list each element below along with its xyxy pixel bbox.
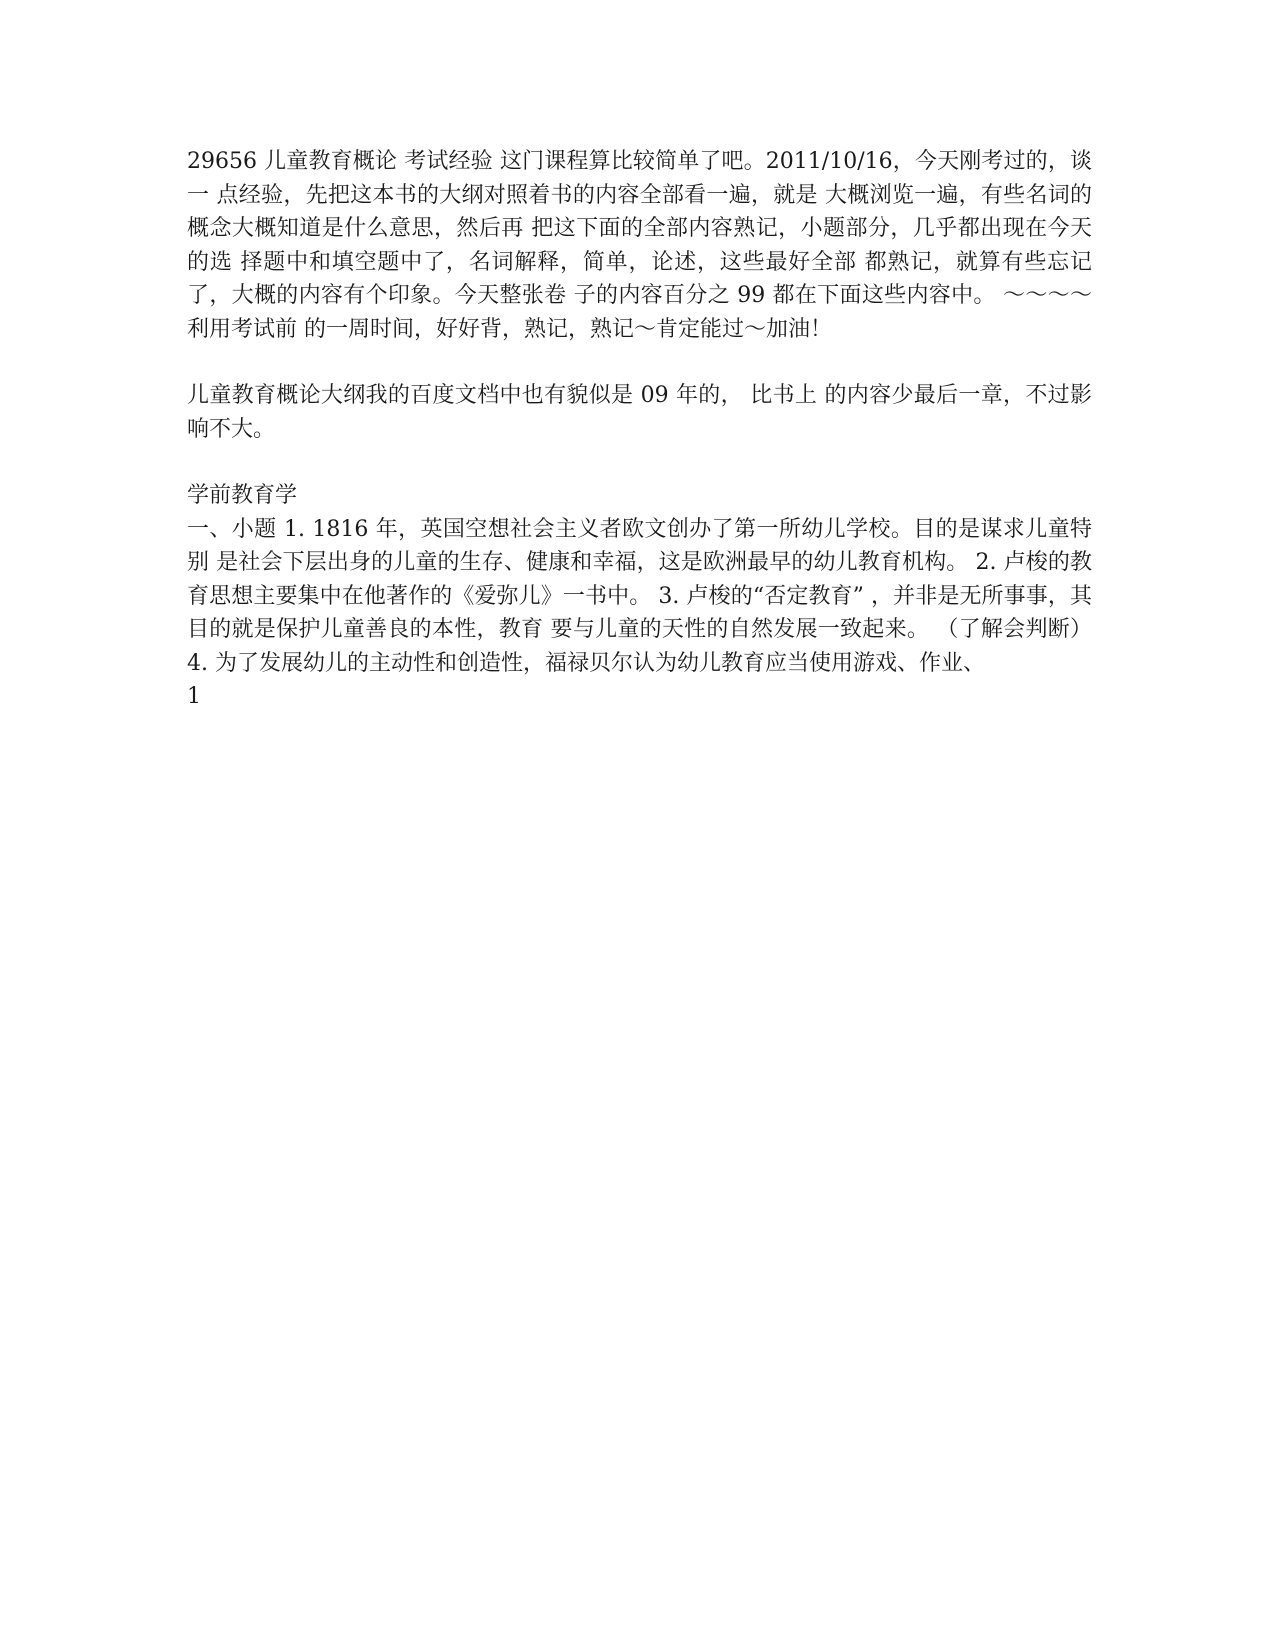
page-number: 1	[187, 684, 201, 709]
section-title: 学前教育学	[187, 483, 298, 508]
document-page	[187, 145, 1092, 714]
syllabus-note-paragraph: 儿童教育概论大纲我的百度文档中也有貌似是 09 年的， 比书上 的内容少最后一章，不过影响不大。	[187, 383, 1092, 442]
section-body-paragraph: 一、小题 1. 1816 年，英国空想社会主义者欧文创办了第一所幼儿学校。目的是谋求儿童特别 是社会下层出身的儿童的生存、健康和幸福，这是欧洲最早的幼儿教育机构。 2. 卢梭的教育思想主要集中在他著作的《爱弥儿》一书中。 3. 卢梭的“否定教育” ，并非是无所事事，其目的就是保护儿童善良的本性，教育 要与儿童的天性的自然发展一致起来。 （了解会判断） 4. 为了发展幼儿的主动性和创造性，福禄贝尔认为幼儿教育应当使用游戏、作业、	[187, 516, 1092, 676]
intro-paragraph: 29656 儿童教育概论 考试经验 这门课程算比较简单了吧。2011/10/16，今天刚考过的，谈一 点经验，先把这本书的大纲对照着书的内容全部看一遍，就是 大概浏览一遍，有些名词的概念大概知道是什么意思，然后再 把这下面的全部内容熟记，小题部分，几乎都出现在今天的选 择题中和填空题中了，名词解释，简单，论述，这些最好全部 都熟记，就算有些忘记了，大概的内容有个印象。今天整张卷 子的内容百分之 99 都在下面这些内容中。 ～～～～利用考试前 的一周时间，好好背，熟记，熟记～肯定能过～加油！	[187, 149, 1092, 342]
